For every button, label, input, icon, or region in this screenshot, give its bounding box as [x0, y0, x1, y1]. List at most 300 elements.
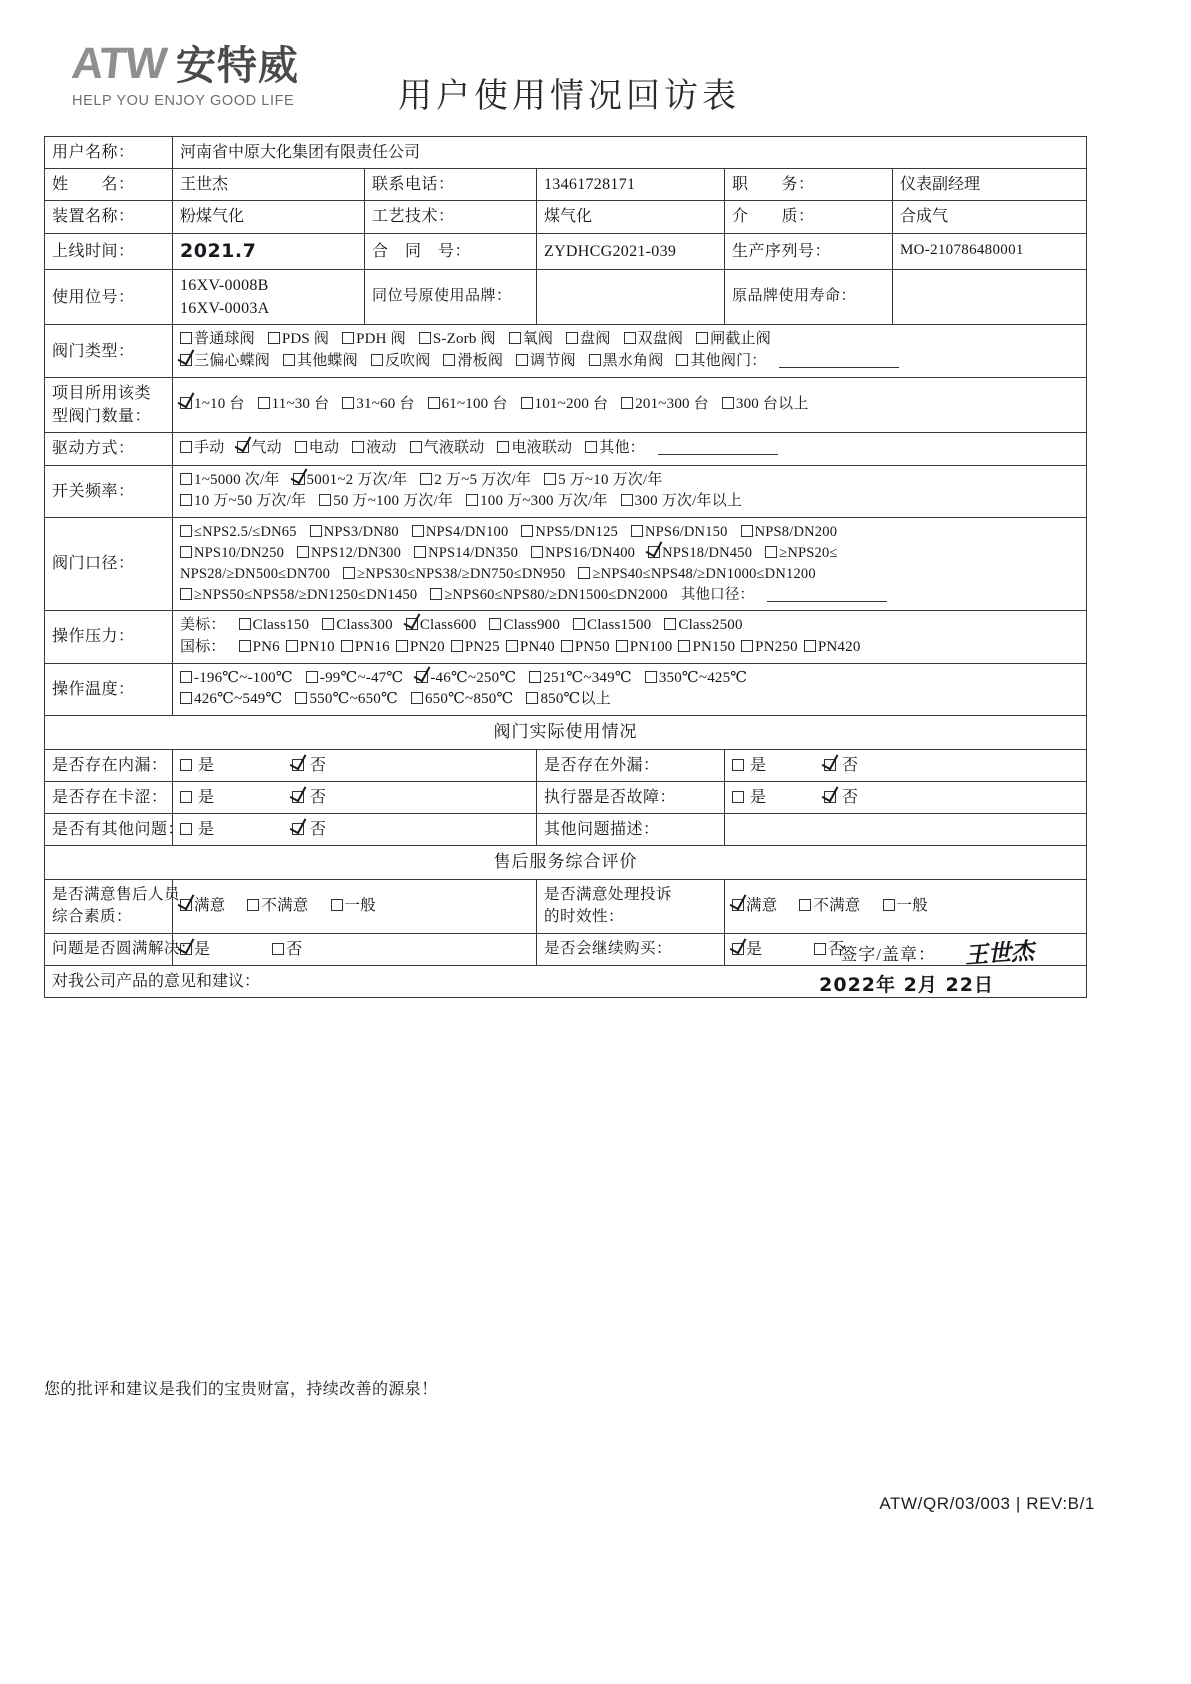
checkbox[interactable] [621, 494, 633, 506]
internal-leak-no[interactable] [292, 754, 326, 777]
checkbox-option[interactable] [371, 351, 431, 373]
checkbox[interactable] [804, 640, 816, 652]
checkbox[interactable] [489, 618, 501, 630]
checkbox-option[interactable] [247, 895, 308, 917]
option-label: NPS4/DN100 [425, 524, 509, 541]
checkbox[interactable] [180, 441, 192, 453]
checkbox-option[interactable] [411, 689, 513, 711]
checkbox-option[interactable] [589, 351, 664, 373]
external-leak-no[interactable] [824, 754, 858, 777]
option-label: PN10 [299, 638, 335, 655]
checkbox[interactable] [664, 618, 676, 630]
checkbox-option[interactable] [428, 394, 508, 416]
checkbox[interactable] [295, 441, 307, 453]
option-label: PN420 [817, 638, 861, 655]
checkbox[interactable] [414, 546, 426, 558]
checkbox-option[interactable] [331, 895, 376, 917]
checkbox[interactable] [814, 943, 826, 955]
checkbox-option[interactable] [180, 543, 284, 564]
option-label: 是 [750, 756, 767, 774]
switch-frequency-options [173, 465, 1087, 518]
sticking-no[interactable] [292, 786, 326, 809]
checkbox-option[interactable] [799, 895, 860, 917]
option-label: 反吹阀 [384, 353, 431, 370]
checkbox-option[interactable] [883, 895, 928, 917]
option-label: PDS 阀 [281, 331, 330, 348]
checkbox-option[interactable] [406, 615, 477, 637]
external-leak-yes[interactable] [732, 754, 766, 777]
checkbox[interactable] [521, 397, 533, 409]
checkbox-option[interactable] [645, 668, 747, 690]
checkbox-option[interactable] [509, 329, 553, 351]
checkbox-option[interactable] [416, 668, 516, 690]
valve-size-row-1 [180, 522, 1079, 543]
table-row [45, 201, 1087, 233]
table-row [45, 879, 1087, 933]
valve-size-row-3-prefix: NPS28/≥DN500≤DN700 [180, 566, 331, 583]
checkbox[interactable] [883, 899, 895, 911]
usage-section-title: 阀门实际使用情况 [45, 716, 1087, 750]
option-label: Class2500 [678, 617, 743, 634]
other-problem-no[interactable] [292, 818, 326, 841]
table-row [45, 716, 1087, 750]
checkbox-option[interactable] [310, 522, 399, 543]
checkbox-checked[interactable] [406, 618, 418, 630]
checkbox[interactable] [310, 525, 322, 537]
checkbox-option[interactable] [529, 668, 631, 690]
temperature-label: 操作温度： [45, 663, 173, 716]
checkbox[interactable] [371, 354, 383, 366]
checkbox-option[interactable] [319, 491, 453, 513]
checkbox[interactable] [589, 354, 601, 366]
checkbox-option[interactable] [585, 438, 645, 460]
table-row [45, 465, 1087, 518]
option-label: 调节阀 [530, 353, 576, 370]
checkbox-checked[interactable] [180, 943, 192, 955]
other-problem-desc-value[interactable] [725, 814, 1087, 846]
checkbox[interactable] [621, 397, 633, 409]
checkbox-option[interactable] [180, 351, 270, 373]
checkbox[interactable] [342, 397, 354, 409]
checkbox[interactable] [428, 397, 440, 409]
checkbox[interactable] [292, 823, 304, 835]
table-row [45, 270, 1087, 325]
table-row [45, 433, 1087, 465]
checkbox[interactable] [411, 692, 423, 704]
pressure-us-option-list [239, 617, 756, 633]
checkbox-option[interactable] [180, 522, 297, 543]
checkbox[interactable] [247, 899, 259, 911]
option-label: 电液联动 [511, 440, 573, 457]
checkbox[interactable] [180, 759, 192, 771]
option-label: -196℃~-100℃ [194, 669, 293, 686]
checkbox[interactable] [295, 692, 307, 704]
table-row [45, 325, 1087, 378]
valve-size-row-4 [180, 585, 1079, 606]
checkbox-option[interactable] [420, 470, 531, 492]
checkbox[interactable] [741, 640, 753, 652]
checkbox[interactable] [645, 671, 657, 683]
checkbox-option[interactable] [414, 543, 518, 564]
option-label: 300 台以上 [735, 396, 809, 413]
actuator-fault-label: 执行器是否故障： [537, 781, 725, 813]
table-row [45, 749, 1087, 781]
table-row [45, 137, 1087, 169]
checkbox-option[interactable] [521, 394, 609, 416]
checkbox-option[interactable] [561, 637, 610, 659]
checkbox-checked[interactable] [180, 397, 192, 409]
checkbox-option[interactable] [506, 637, 555, 659]
option-label: PDH 阀 [356, 331, 406, 348]
table-row [45, 814, 1087, 846]
checkbox[interactable] [412, 525, 424, 537]
checkbox-option[interactable] [722, 394, 809, 416]
checkbox[interactable] [180, 525, 192, 537]
tag-number-line-2: 16XV-0003A [180, 300, 270, 318]
complaint-satisfaction-label [537, 879, 725, 933]
checkbox-option[interactable] [180, 491, 306, 513]
document-code: ATW/QR/03/003 | REV:B/1 [879, 1494, 1095, 1513]
checkbox[interactable] [180, 494, 192, 506]
orig-brand-life-value [893, 270, 1087, 325]
checkbox-option[interactable] [283, 351, 358, 373]
other-problem-yes[interactable] [180, 818, 214, 841]
checkbox-option[interactable] [412, 522, 509, 543]
checkbox[interactable] [180, 671, 192, 683]
option-label: 50 万~100 万次/年 [333, 493, 454, 510]
signature-handwriting: 王世杰 [964, 938, 1035, 970]
checkbox[interactable] [420, 473, 432, 485]
checkbox[interactable] [443, 354, 455, 366]
checkbox[interactable] [578, 567, 590, 579]
option-label: 盘阀 [580, 331, 611, 348]
option-label: 普通球阀 [194, 331, 255, 348]
checkbox-option[interactable] [443, 351, 503, 373]
valve-count-label-line-1: 项目所用该类 [52, 384, 152, 402]
checkbox-option[interactable] [239, 615, 310, 637]
complaint-satisfaction-option-list [732, 897, 950, 914]
valve-size-other-blank[interactable] [767, 601, 887, 602]
checkbox-option[interactable] [678, 637, 735, 659]
checkbox[interactable] [616, 640, 628, 652]
checkbox-option[interactable] [295, 689, 397, 711]
contract-value: ZYDHCG2021-039 [537, 233, 725, 270]
option-label: 电动 [308, 440, 340, 457]
checkbox[interactable] [466, 494, 478, 506]
checkbox-checked[interactable] [416, 671, 428, 683]
medium-label: 介 质： [725, 201, 893, 233]
checkbox-option[interactable] [306, 668, 403, 690]
checkbox-option[interactable] [239, 637, 280, 659]
contract-label: 合 同 号： [365, 233, 537, 270]
checkbox-option[interactable] [286, 637, 335, 659]
atw-logo-mark: ATW [69, 39, 169, 88]
checkbox[interactable] [286, 640, 298, 652]
checkbox[interactable] [544, 473, 556, 485]
option-label: S-Zorb 阀 [432, 331, 496, 348]
checkbox[interactable] [531, 546, 543, 558]
sticking-options [173, 781, 537, 813]
option-label: 是 [198, 756, 215, 774]
checkbox[interactable] [732, 791, 744, 803]
checkbox[interactable] [824, 759, 836, 771]
checkbox[interactable] [678, 640, 690, 652]
checkbox[interactable] [292, 791, 304, 803]
checkbox[interactable] [180, 332, 192, 344]
valve-size-options [173, 518, 1087, 611]
table-row [45, 233, 1087, 270]
checkbox-option[interactable] [295, 438, 339, 460]
option-label: 滑板阀 [457, 353, 504, 370]
switch-frequency-row-2 [180, 491, 1079, 513]
checkbox-checked[interactable] [237, 441, 249, 453]
checkbox[interactable] [566, 332, 578, 344]
company-logo [69, 39, 322, 109]
checkbox[interactable] [239, 640, 251, 652]
option-label: 否 [828, 940, 845, 958]
checkbox[interactable] [516, 354, 528, 366]
table-row [45, 966, 1087, 998]
option-label: PN150 [692, 638, 736, 655]
checkbox[interactable] [180, 692, 192, 704]
valve-type-row-1 [180, 329, 1079, 351]
checkbox-option[interactable] [258, 394, 330, 416]
checkbox-option[interactable] [180, 470, 280, 492]
date-year-unit: 年 [876, 973, 897, 996]
checkbox[interactable] [268, 332, 280, 344]
checkbox-option[interactable] [180, 438, 224, 460]
option-label: 1~10 台 [194, 396, 245, 413]
checkbox-option[interactable] [664, 615, 742, 637]
complaint-satisfaction-label-line-2: 的时效性： [544, 908, 625, 926]
checkbox[interactable] [180, 473, 192, 485]
checkbox-option[interactable] [531, 543, 635, 564]
problem-resolved-options [173, 933, 537, 965]
checkbox[interactable] [180, 546, 192, 558]
serial-label: 生产序列号： [725, 233, 893, 270]
date-year: 2022 [819, 973, 877, 996]
checkbox-option[interactable] [396, 637, 445, 659]
checkbox[interactable] [322, 618, 334, 630]
checkbox[interactable] [497, 441, 509, 453]
checkbox-option[interactable] [293, 470, 408, 492]
valve-type-options [173, 325, 1087, 378]
checkbox[interactable] [410, 441, 422, 453]
checkbox[interactable] [696, 332, 708, 344]
checkbox-option[interactable] [741, 522, 838, 543]
checkbox-option[interactable] [419, 329, 496, 351]
option-label: 一般 [896, 897, 928, 915]
checkbox-option[interactable] [732, 938, 762, 961]
service-section-title: 售后服务综合评价 [45, 846, 1087, 880]
checkbox-option[interactable] [676, 351, 766, 373]
checkbox-option[interactable] [268, 329, 329, 351]
checkbox-option[interactable] [648, 543, 752, 564]
checkbox[interactable] [396, 640, 408, 652]
checkbox-option[interactable] [544, 470, 662, 492]
checkbox-option[interactable] [624, 329, 684, 351]
problem-resolved-option-list [180, 941, 364, 958]
checkbox-option[interactable] [180, 585, 417, 606]
checkbox[interactable] [352, 441, 364, 453]
checkbox-option[interactable] [573, 615, 651, 637]
checkbox[interactable] [624, 332, 636, 344]
checkbox-option[interactable] [410, 438, 485, 460]
checkbox-option[interactable] [621, 491, 742, 513]
valve-type-row-2 [180, 351, 1079, 373]
option-label: -99℃~-47℃ [319, 669, 404, 686]
external-leak-options [725, 749, 1087, 781]
checkbox[interactable] [529, 671, 541, 683]
option-label: 闸截止阀 [710, 331, 771, 348]
checkbox-option[interactable] [578, 564, 815, 585]
checkbox[interactable] [561, 640, 573, 652]
table-row [45, 846, 1087, 880]
checkbox[interactable] [239, 618, 251, 630]
checkbox[interactable] [506, 640, 518, 652]
checkbox[interactable] [451, 640, 463, 652]
pressure-us-row [180, 615, 1079, 637]
temperature-row-2 [180, 689, 1079, 711]
checkbox[interactable] [292, 759, 304, 771]
checkbox[interactable] [676, 354, 688, 366]
checkbox-option[interactable] [272, 938, 302, 961]
process-label: 工艺技术： [365, 201, 537, 233]
signature-label: 签字/盖章： [840, 944, 937, 964]
option-label: 是 [194, 940, 211, 958]
checkbox[interactable] [765, 546, 777, 558]
staff-satisfaction-label-line-2: 综合素质： [52, 908, 133, 926]
option-label: 426℃~549℃ [194, 691, 283, 708]
valve-count-options [173, 377, 1087, 432]
checkbox-option[interactable] [516, 351, 576, 373]
checkbox-option[interactable] [180, 689, 282, 711]
checkbox[interactable] [306, 671, 318, 683]
drive-mode-options [173, 433, 1087, 465]
checkbox-checked[interactable] [180, 899, 192, 911]
checkbox-option[interactable] [732, 895, 777, 917]
checkbox-option[interactable] [566, 329, 610, 351]
checkbox[interactable] [343, 567, 355, 579]
checkbox[interactable] [272, 943, 284, 955]
checkbox[interactable] [573, 618, 585, 630]
checkbox-option[interactable] [297, 543, 401, 564]
checkbox-option[interactable] [521, 522, 618, 543]
checkbox[interactable] [526, 692, 538, 704]
checkbox-option[interactable] [180, 938, 210, 961]
checkbox-option[interactable] [616, 637, 673, 659]
checkbox-option[interactable] [526, 689, 610, 711]
option-label: 双盘阀 [637, 331, 684, 348]
checkbox-option[interactable] [451, 637, 500, 659]
checkbox-option[interactable] [804, 637, 861, 659]
fill-in-blank[interactable] [779, 367, 899, 368]
checkbox[interactable] [283, 354, 295, 366]
checkbox-option[interactable] [489, 615, 560, 637]
checkbox[interactable] [741, 525, 753, 537]
checkbox-option[interactable] [180, 394, 245, 416]
checkbox-option[interactable] [352, 438, 396, 460]
checkbox-checked[interactable] [293, 473, 305, 485]
option-label: PN6 [252, 638, 280, 655]
checkbox-option[interactable] [466, 491, 608, 513]
checkbox[interactable] [419, 332, 431, 344]
checkbox[interactable] [342, 332, 354, 344]
checkbox-option[interactable] [765, 543, 837, 564]
checkbox[interactable] [297, 546, 309, 558]
checkbox-option[interactable] [342, 329, 406, 351]
fill-in-blank[interactable] [658, 454, 778, 455]
checkbox-checked[interactable] [732, 899, 744, 911]
option-label: NPS6/DN150 [645, 524, 728, 541]
checkbox-option[interactable] [621, 394, 709, 416]
switch-frequency-label: 开关频率： [45, 465, 173, 518]
pressure-us-label: 美标： [180, 617, 226, 634]
option-label: 5001~2 万次/年 [306, 471, 408, 488]
checkbox-option[interactable] [430, 585, 667, 606]
checkbox-option[interactable] [741, 637, 798, 659]
option-label: 201~300 台 [635, 396, 709, 413]
checkbox[interactable] [180, 823, 192, 835]
checkbox[interactable] [509, 332, 521, 344]
checkbox[interactable] [631, 525, 643, 537]
checkbox-checked[interactable] [732, 943, 744, 955]
checkbox-option[interactable] [322, 615, 393, 637]
checkbox-option[interactable] [631, 522, 728, 543]
checkbox-option[interactable] [341, 637, 390, 659]
checkbox-checked[interactable] [180, 354, 192, 366]
checkbox[interactable] [732, 759, 744, 771]
sticking-label: 是否存在卡涩： [45, 781, 173, 813]
checkbox[interactable] [258, 397, 270, 409]
checkbox-option[interactable] [343, 564, 565, 585]
company-tagline: HELP YOU ENJOY GOOD LIFE [72, 93, 295, 109]
checkbox-option[interactable] [237, 438, 281, 460]
valve-size-other-label: 其他口径： [680, 587, 755, 604]
option-label: NPS5/DN125 [535, 524, 618, 541]
checkbox-option[interactable] [696, 329, 771, 351]
checkbox[interactable] [430, 588, 442, 600]
internal-leak-yes[interactable] [180, 754, 214, 777]
checkbox[interactable] [180, 791, 192, 803]
person-label: 姓 名： [45, 169, 173, 201]
checkbox-option[interactable] [342, 394, 414, 416]
checkbox[interactable] [331, 899, 343, 911]
checkbox[interactable] [799, 899, 811, 911]
checkbox[interactable] [722, 397, 734, 409]
checkbox[interactable] [824, 791, 836, 803]
checkbox-checked[interactable] [648, 546, 660, 558]
checkbox-option[interactable] [180, 668, 293, 690]
repurchase-label: 是否会继续购买： [537, 933, 725, 965]
checkbox-option[interactable] [497, 438, 572, 460]
checkbox[interactable] [521, 525, 533, 537]
checkbox-option[interactable] [180, 895, 225, 917]
checkbox[interactable] [180, 588, 192, 600]
same-tag-brand-value [537, 270, 725, 325]
actuator-fault-no[interactable] [824, 786, 858, 809]
actuator-fault-yes[interactable] [732, 786, 766, 809]
process-value: 煤气化 [537, 201, 725, 233]
option-label: 否 [286, 940, 303, 958]
checkbox[interactable] [585, 441, 597, 453]
sticking-yes[interactable] [180, 786, 214, 809]
option-label: Class150 [252, 617, 310, 634]
checkbox[interactable] [341, 640, 353, 652]
checkbox[interactable] [319, 494, 331, 506]
option-label: 11~30 台 [271, 396, 330, 413]
device-value: 粉煤气化 [173, 201, 365, 233]
